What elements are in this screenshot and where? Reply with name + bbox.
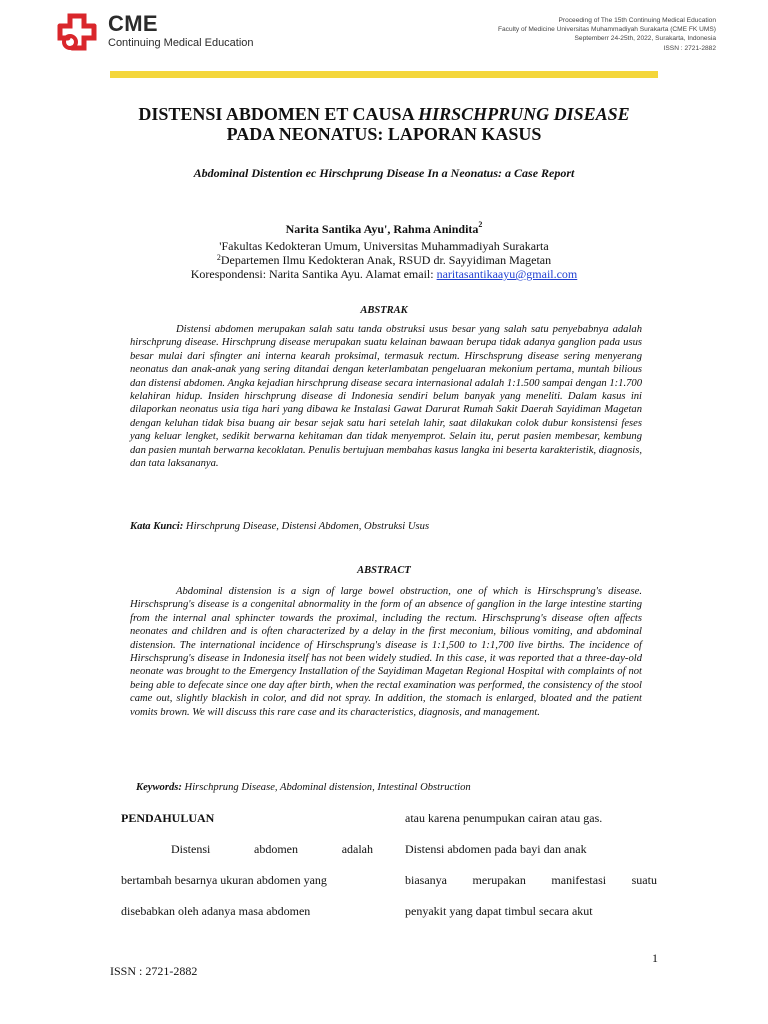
pendahuluan-heading: PENDAHULUAN xyxy=(121,811,215,825)
proceeding-line: Faculty of Medicine Universitas Muhammadiyah Surakarta (CME FK UMS) xyxy=(497,26,716,34)
proceeding-line: Proceeding of The 15th Continuing Medical Education xyxy=(558,17,716,24)
abstrak-text: Distensi abdomen merupakan salah satu tanda obstruksi usus besar yang salah satu penyebabnya adalah hirschprung disease. Hirschprung disease merupakan suatu kelainan bawaan berupa tidak adanya ganglion pada usus besar mulai dari sfingter ani interna kearah proksimal, termasuk rectum. Hirschsprung disease sering menyerang neonatus dan anak-anak yang sering ditandai dengan keterlambatan pengeluaran mekonium pertama, muntah bilious dan distensi abdomen. Angka kejadian hirschprung disease secara internasional adalah 1:1.500 sampai dengan 1:1.700 kelahiran hidup. Insiden hirschprung disease di Indonesia sendiri belum banyak yang meneliti. Dalam kasus ini dilaporkan neonatus usia tiga hari yang dibawa ke Instalasi Gawat Darurat Rumah Sakit Daerah Sayidiman Magetan dengan keluhan tidak bisa buang air besar sejak satu hari setelah lahir, saat dilakukan colok dubur konsistensi feses yang keluar lengket, sedikit berwarna kehitaman dan tidak menyemprot. Selain itu, perut pasien membesar, kembung dan pasien muntah berwarna kecoklatan. Penulis bertujuan membahas kasus langka ini beserta karakteristik, diagnosis, dan tata laksananya. xyxy=(130,324,642,470)
body-line xyxy=(121,872,373,903)
title-line1: DISTENSI ABDOMEN ET CAUSA xyxy=(138,104,419,124)
left-column xyxy=(121,810,373,934)
footer-issn: ISSN : 2721-2882 xyxy=(110,964,198,978)
title-line1-italic: HIRSCHPRUNG DISEASE xyxy=(418,104,630,124)
email-link[interactable]: naritasantikaayu@gmail.com xyxy=(436,267,578,281)
word: disebabkan oleh adanya masa abdomen xyxy=(121,904,311,918)
paper-subtitle: Abdominal Distention ec Hirschprung Disease In a Neonatus: a Case Report xyxy=(193,166,575,180)
abstract-body xyxy=(130,585,642,719)
page-number: 1 xyxy=(652,951,658,965)
keywords-text: Hirschprung Disease, Abdominal distension, Intestinal Obstruction xyxy=(181,782,471,793)
keywords-label: Keywords: xyxy=(136,782,182,793)
kata-kunci xyxy=(130,521,429,532)
cme-logo-icon xyxy=(54,10,102,56)
word: abdomen xyxy=(254,842,299,856)
keywords xyxy=(136,782,471,793)
author-names: Narita Santika Ayu', Rahma Anindita xyxy=(285,222,479,236)
word: atau karena penumpukan cairan atau gas. xyxy=(405,811,603,825)
author-sup: 2 xyxy=(478,220,483,229)
paper-title xyxy=(60,104,708,144)
body-line xyxy=(405,872,657,903)
authors xyxy=(60,222,708,237)
body-line xyxy=(121,841,373,872)
header-divider xyxy=(110,71,658,78)
proceeding-info xyxy=(386,16,716,53)
kata-kunci-label: Kata Kunci: xyxy=(130,521,184,532)
word: bertambah besarnya ukuran abdomen yang xyxy=(121,873,327,887)
body-line xyxy=(405,841,657,872)
word: biasanya xyxy=(405,873,447,887)
abstrak-body xyxy=(130,323,642,470)
abstract-heading: ABSTRACT xyxy=(357,565,411,576)
affiliation-1: 'Fakultas Kedokteran Umum, Universitas Muhammadiyah Surakarta xyxy=(219,239,549,253)
title-line2: PADA NEONATUS: LAPORAN KASUS xyxy=(226,124,542,144)
right-column xyxy=(405,810,657,934)
kata-kunci-text: Hirschprung Disease, Distensi Abdomen, Obstruksi Usus xyxy=(183,521,430,532)
body-line xyxy=(121,903,373,934)
body-line xyxy=(405,903,657,934)
affiliation-2 xyxy=(60,253,708,267)
word: adalah xyxy=(341,842,373,856)
proceeding-line: Septemberr 24-25th, 2022, Surakarta, Indonesia xyxy=(574,35,716,43)
proceeding-line: ISSN : 2721-2882 xyxy=(663,44,716,52)
section-heading-line xyxy=(121,810,373,841)
word: manifestasi xyxy=(551,873,607,887)
correspondence xyxy=(60,267,708,281)
word: suatu xyxy=(631,873,657,887)
correspondence-label: Korespondensi: Narita Santika Ayu. Alamat email: xyxy=(190,267,437,281)
abstract-text: Abdominal distension is a sign of large bowel obstruction, one of which is Hirschsprung's disease. Hirschsprung's disease is a congenital abnormality in the form of an absence of ganglion in the large intestine starting from the internal anal sphincter towards the proximal, including the rectum. Hirschsprung's disease often affects neonates and children and is often characterized by a delay in the first meconium, bilious vomiting, and abdominal distension. The international incidence of Hirschsprung's disease is 1:1,500 to 1:1,700 live births. The incidence of Hirschsprung's disease in Indonesia itself has not been widely studied. In this case, it was reported that a three-day-old neonate was brought to the Emergency Installation of the Sayidiman Magetan Regional Hospital with complaints of not being able to defecate since one day after birth, when the rectal examination was performed, the consistency of the stool came out, slightly blackish in color, and did not spray. In addition, the stomach is enlarged, bloated and the patient vomits brown. We will discuss this rare case and its characteristics, diagnosis, and management. xyxy=(130,586,642,718)
logo-wordmark: CME xyxy=(108,11,158,36)
word: penyakit yang dapat timbul secara akut xyxy=(405,904,593,918)
affiliation-2-text: Departemen Ilmu Kedokteran Anak, RSUD dr. Sayyidiman Magetan xyxy=(220,253,552,267)
word: Distensi abdomen pada bayi dan anak xyxy=(405,842,587,856)
word: Distensi xyxy=(171,842,211,856)
body-line xyxy=(405,810,657,841)
abstrak-heading: ABSTRAK xyxy=(360,305,408,316)
logo-subtitle: Continuing Medical Education xyxy=(108,37,254,49)
word: merupakan xyxy=(472,873,526,887)
affiliation-sup: 2 xyxy=(216,253,221,262)
